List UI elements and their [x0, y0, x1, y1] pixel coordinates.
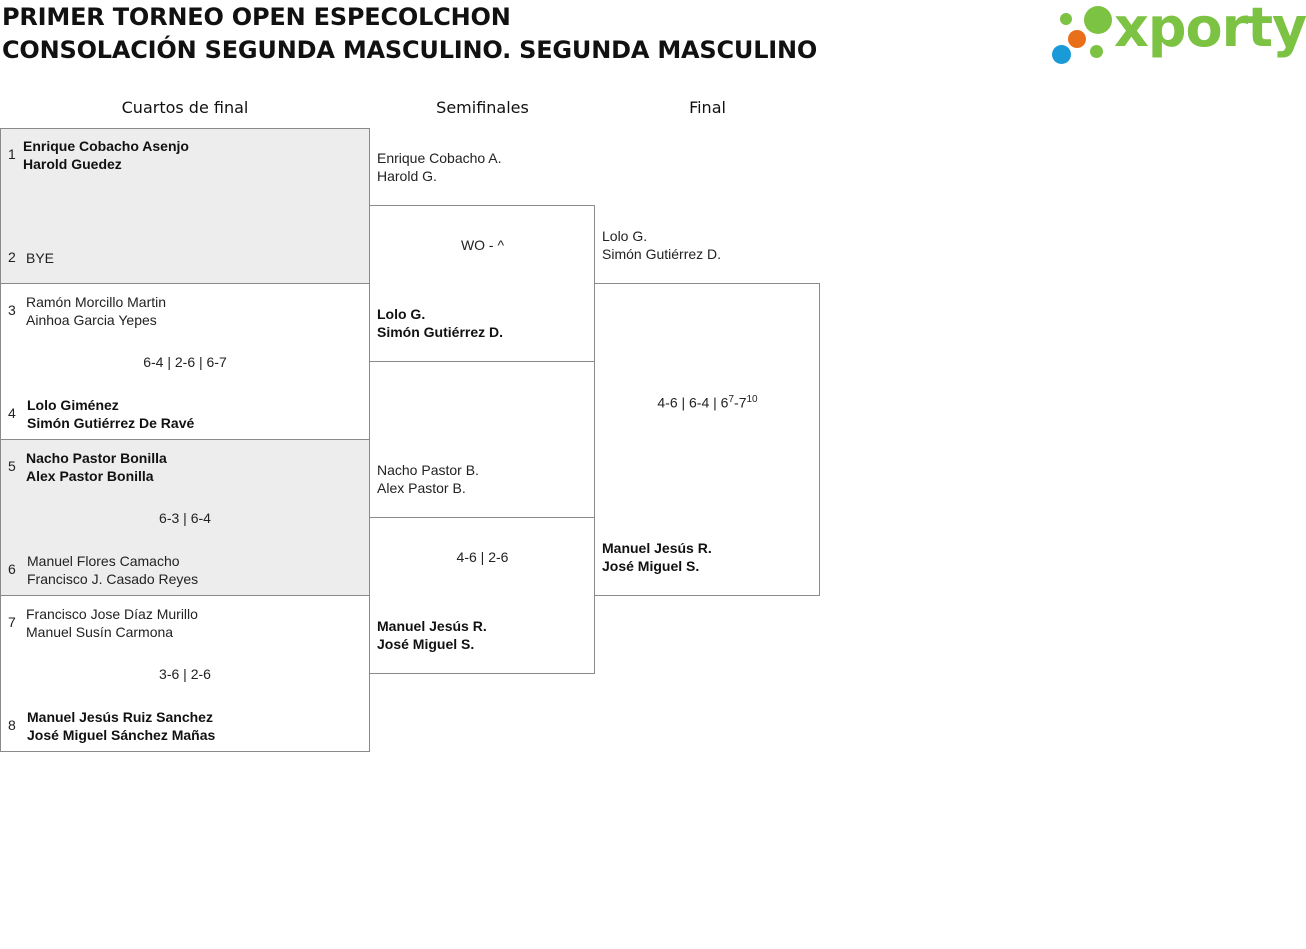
- seed-number: 6: [8, 561, 16, 577]
- player-name: Manuel Flores Camacho: [27, 553, 180, 569]
- logo-dot-green-small-icon: [1060, 13, 1072, 25]
- player-name: Manuel Jesús R.: [602, 540, 712, 556]
- xporty-logo[interactable]: [1050, 0, 1306, 68]
- player-name: Manuel Susín Carmona: [26, 624, 174, 640]
- logo-dot-orange-icon: [1068, 30, 1086, 48]
- player-name: Nacho Pastor B.: [377, 462, 479, 478]
- qf1-team-a: [23, 137, 189, 173]
- player-name: Manuel Jesús R.: [377, 618, 487, 634]
- qf2-team-b: [27, 396, 194, 432]
- match-score: 3-6 | 2-6: [159, 666, 211, 682]
- player-name: Alex Pastor B.: [377, 480, 466, 496]
- player-name: Alex Pastor Bonilla: [26, 468, 154, 484]
- seed-number: 7: [8, 614, 16, 630]
- player-name: Harold G.: [377, 168, 437, 184]
- seed-number: 8: [8, 717, 16, 733]
- sf1-team-a: [377, 149, 502, 185]
- seed-number: 1: [8, 146, 16, 162]
- sf1-team-b: [377, 305, 503, 341]
- final-score-main: 4-6 | 6-4 | 6: [657, 394, 729, 411]
- match-score: 6-4 | 2-6 | 6-7: [143, 354, 227, 370]
- player-name: Manuel Jesús Ruiz Sanchez: [27, 709, 213, 725]
- sf2-team-a: [377, 461, 479, 497]
- qf4-team-a: [26, 605, 198, 641]
- final-team-a: [602, 227, 721, 263]
- match-score: 4-6 | 2-6: [456, 549, 509, 565]
- final-score-mid: -7: [734, 394, 747, 411]
- round-header-final: Final: [689, 98, 726, 117]
- qf3-team-a: [26, 449, 167, 485]
- logo-text: xporty: [1114, 0, 1306, 59]
- player-name: José Miguel S.: [602, 558, 700, 574]
- match-score: 6-3 | 6-4: [159, 510, 211, 526]
- round-header-semifinals: Semifinales: [436, 98, 529, 117]
- player-name: Lolo Giménez: [27, 397, 119, 413]
- tiebreak-score: 7: [728, 394, 735, 405]
- qf4-team-b: [27, 708, 215, 744]
- player-name: Lolo G.: [602, 228, 648, 244]
- player-name: Nacho Pastor Bonilla: [26, 450, 167, 466]
- player-name: Simón Gutiérrez D.: [602, 246, 722, 262]
- player-name: BYE: [26, 250, 55, 266]
- sf2-team-b: [377, 617, 487, 653]
- player-name: Francisco Jose Díaz Murillo: [26, 606, 198, 622]
- seed-number: 4: [8, 405, 16, 421]
- final-team-b: [602, 539, 712, 575]
- seed-number: 3: [8, 302, 16, 318]
- match-score: WO - ^: [460, 237, 505, 253]
- category-title: CONSOLACIÓN SEGUNDA MASCULINO. SEGUNDA MASCULINO: [2, 36, 818, 64]
- player-name: José Miguel S.: [377, 636, 475, 652]
- round-header-quarterfinals: Cuartos de final: [121, 98, 249, 117]
- seed-number: 2: [8, 249, 16, 265]
- player-name: Simón Gutiérrez De Ravé: [27, 415, 195, 431]
- tournament-title: PRIMER TORNEO OPEN ESPECOLCHON: [2, 3, 511, 31]
- player-name: Harold Guedez: [23, 156, 122, 172]
- tiebreak-score: 10: [746, 394, 758, 405]
- player-name: José Miguel Sánchez Mañas: [27, 727, 216, 743]
- player-name: Ramón Morcillo Martin: [26, 294, 167, 310]
- final-score: [595, 394, 820, 411]
- qf3-team-b: [27, 552, 198, 588]
- player-name: Ainhoa Garcia Yepes: [26, 312, 157, 328]
- player-name: Enrique Cobacho Asenjo: [23, 138, 189, 154]
- qf2-team-a: [26, 293, 166, 329]
- seed-number: 5: [8, 458, 16, 474]
- player-name: Simón Gutiérrez D.: [377, 324, 504, 340]
- logo-dot-blue-icon: [1052, 45, 1071, 64]
- logo-dot-green-icon: [1084, 6, 1112, 34]
- logo-dot-green-bottom-icon: [1090, 45, 1103, 58]
- qf1-team-b: [26, 249, 54, 267]
- player-name: Francisco J. Casado Reyes: [27, 571, 199, 587]
- player-name: Enrique Cobacho A.: [377, 150, 502, 166]
- player-name: Lolo G.: [377, 306, 426, 322]
